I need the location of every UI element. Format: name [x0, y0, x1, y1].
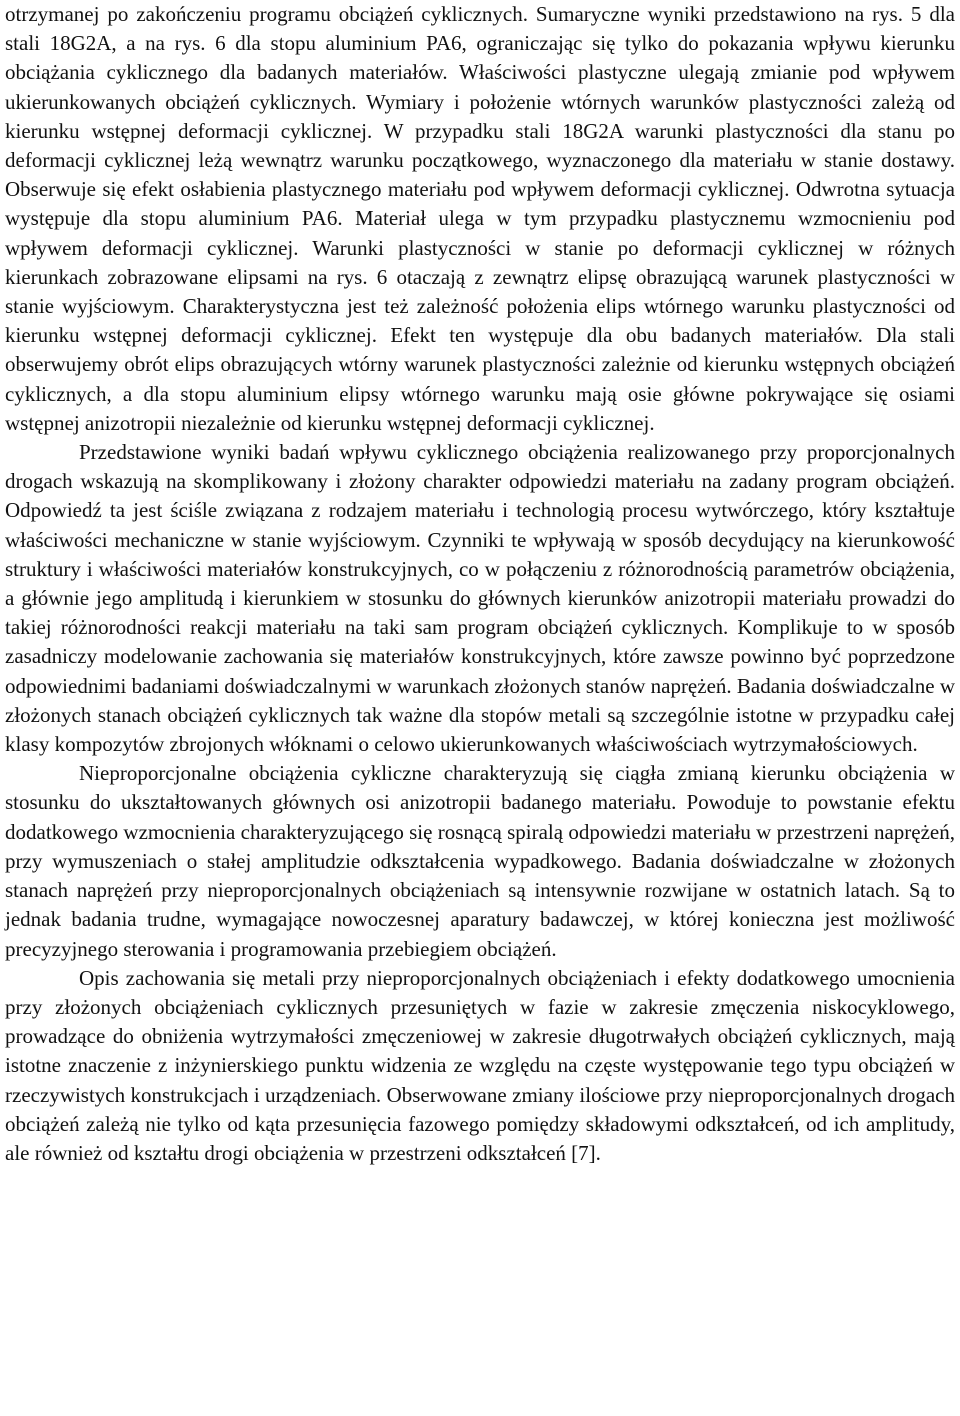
document-page [5, 0, 955, 1168]
paragraph-nonproportional-loading: Nieproporcjonalne obciążenia cykliczne charakteryzują się ciągła zmianą kierunku obciążenia w stosunku do ukształtowanych głównych osi anizotropii badanego materiału. Powoduje to powstanie efektu dodatkowego wzmocnienia charakteryzującego się rosnącą spiralą odpowiedzi materiału w przestrzeni naprężeń, przy wymuszeniach o stałej amplitudzie odkształcenia wypadkowego. Badania doświadczalne w złożonych stanach naprężeń przy nieproporcjonalnych obciążeniach są intensywnie rozwijane w ostatnich latach. Są to jednak badania trudne, wymagające nowoczesnej aparatury badawczej, w której konieczna jest możliwość precyzyjnego sterowania i programowania przebiegiem obciążeń. [5, 761, 955, 961]
paragraph-metal-behaviour: Opis zachowania się metali przy nieproporcjonalnych obciążeniach i efekty dodatkowego umocnienia przy złożonych obciążeniach cyklicznych przesuniętych w fazie w zakresie zmęczenia niskocyklowego, prowadzące do obniżenia wytrzymałości zmęczeniowej w zakresie długotrwałych obciążeń cyklicznych, mają istotne znaczenie z inżynierskiego punktu widzenia ze względu na częste występowanie tego typu obciążeń w rzeczywistych konstrukcjach i urządzeniach. Obserwowane zmiany ilościowe przy nieproporcjonalnych drogach obciążeń zależą nie tylko od kąta przesunięcia fazowego pomiędzy składowymi odkształceń, od ich amplitudy, ale również od kształtu drogi obciążenia w przestrzeni odkształceń [7]. [5, 965, 955, 1165]
paragraph-proportional-loading: Przedstawione wyniki badań wpływu cyklicznego obciążenia realizowanego przy proporcjonalnych drogach wskazują na skomplikowany i złożony charakter odpowiedzi materiału na zadany program obciążeń. Odpowiedź ta jest ściśle związana z rodzajem materiału i technologią procesu wytwórczego, który kształtuje właściwości mechaniczne w stanie wyjściowym. Czynniki te wpływają w sposób decydujący na kierunkowość struktury i właściwości materiałów konstrukcyjnych, co w połączeniu z różnorodnością parametrów obciążenia, a głównie jego amplitudą i kierunkiem w stosunku do głównych kierunków anizotropii materiału prowadzi do takiej różnorodności reakcji materiału na taki sam program obciążeń cyklicznych. Komplikuje to w sposób zasadniczy modelowanie zachowania się materiałów konstrukcyjnych, które zawsze powinno być poprzedzone odpowiednimi badaniami doświadczalnymi w warunkach złożonych stanów naprężeń. Badania doświadczalne w złożonych stanach obciążeń cyklicznych tak ważne dla stopów metali są szczególnie istotne w przypadku całej klasy kompozytów zbrojonych włóknami o celowo ukierunkowanych właściwościach wytrzymałościowych. [5, 440, 955, 757]
paragraph-continuation: otrzymanej po zakończeniu programu obciążeń cyklicznych. Sumaryczne wyniki przedstawiono na rys. 5 dla stali 18G2A, a na rys. 6 dla stopu aluminium PA6, ograniczając się tylko do pokazania wpływu kierunku obciążania cyklicznego dla badanych materiałów. Właściwości plastyczne ulegają zmianie pod wpływem ukierunkowanych obciążeń cyklicznych. Wymiary i położenie wtórnych warunków plastyczności zależą od kierunku wstępnej deformacji cyklicznej. W przypadku stali 18G2A warunki plastyczności dla stanu po deformacji cyklicznej leżą wewnątrz warunku początkowego, wyznaczonego dla materiału w stanie dostawy. Obserwuje się efekt osłabienia plastycznego materiału pod wpływem deformacji cyklicznej. Odwrotna sytuacja występuje dla stopu aluminium PA6. Materiał ulega w tym przypadku plastycznemu wzmocnieniu pod wpływem deformacji cyklicznej. Warunki plastyczności w stanie po deformacji cyklicznej w różnych kierunkach zobrazowane elipsami na rys. 6 otaczają z zewnątrz elipsę obrazującą warunek plastyczności w stanie wyjściowym. Charakterystyczna jest też zależność położenia elips wtórnego warunku plastyczności od kierunku wstępnej deformacji cyklicznej. Efekt ten występuje dla obu badanych materiałów. Dla stali obserwujemy obrót elips obrazujących wtórny warunek plastyczności zależnie od kierunku wstępnych obciążeń cyklicznych, a dla stopu aluminium elipsy wtórnego warunku mają osie główne pokrywające się osiami wstępnej anizotropii niezależnie od kierunku wstępnej deformacji cyklicznej. [5, 2, 955, 435]
